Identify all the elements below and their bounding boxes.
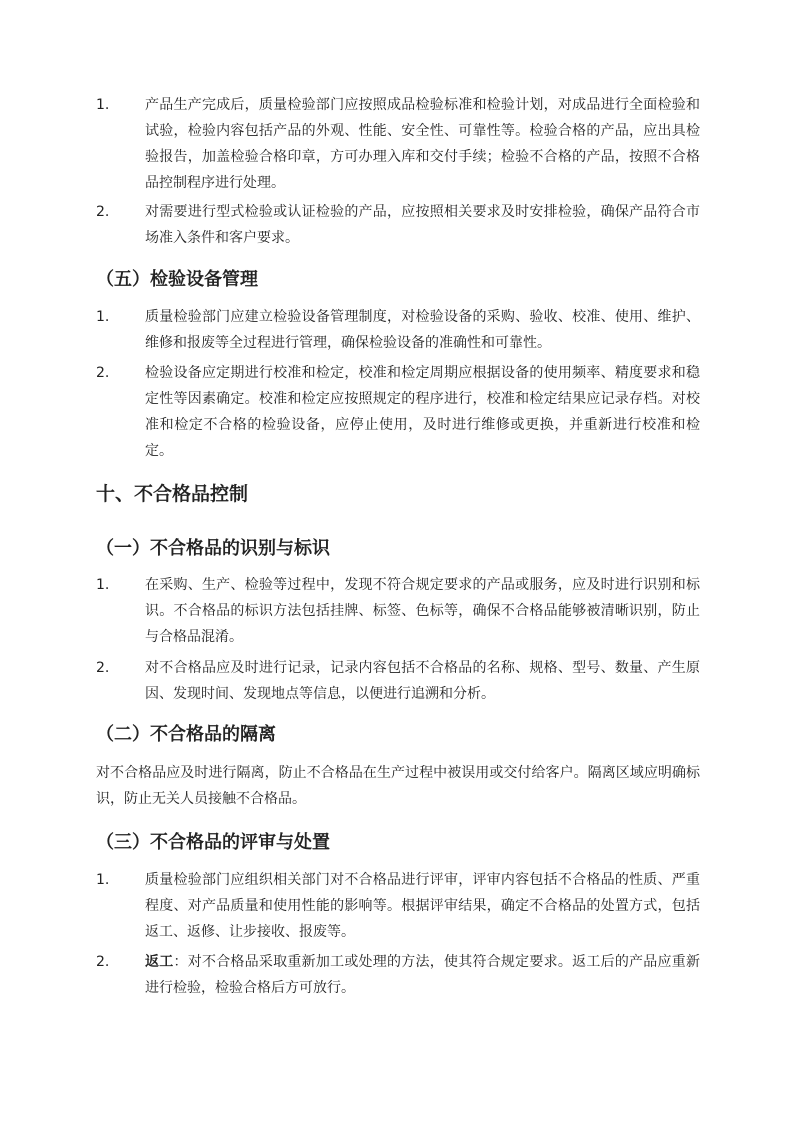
list-number: 2. [96, 660, 110, 676]
list-text: 检验设备应定期进行校准和检定，校准和检定周期应根据设备的使用频率、精度要求和稳定性等因素确定。校准和检定应按照规定的程序进行，校准和检定结果应记录存档。对校准和检定不合格的检验设备，应停止使用，及时进行维修或更换，并重新进行校准和检定。 [145, 365, 700, 459]
isolation-paragraph: 对不合格品应及时进行隔离，防止不合格品在生产过程中被误用或交付给客户。隔离区域应明确标识，防止无关人员接触不合格品。 [96, 765, 700, 807]
inspection-list [0, 92, 794, 251]
list-item [0, 572, 794, 655]
list-text: 对需要进行型式检验或认证检验的产品，应按照相关要求及时安排检验，确保产品符合市场准入条件和客户要求。 [145, 204, 700, 246]
review-list [0, 867, 794, 1001]
list-number: 2. [96, 365, 110, 381]
list-text: 质量检验部门应建立检验设备管理制度，对检验设备的采购、验收、校准、使用、维护、维修和报废等全过程进行管理，确保检验设备的准确性和可靠性。 [145, 309, 700, 351]
list-item [0, 655, 794, 707]
section-heading-review: （三）不合格品的评审与处置 [96, 832, 330, 853]
list-number: 1. [96, 577, 110, 593]
list-item [0, 360, 794, 464]
section-heading-isolation: （二）不合格品的隔离 [96, 724, 276, 745]
list-item [0, 867, 794, 949]
equipment-list [0, 304, 794, 464]
list-item [0, 92, 794, 199]
list-number: 2. [96, 954, 110, 970]
list-text: 在采购、生产、检验等过程中，发现不符合规定要求的产品或服务，应及时进行识别和标识。不合格品的标识方法包括挂牌、标签、色标等，确保不合格品能够被清晰识别，防止与合格品混淆。 [145, 577, 700, 645]
rework-term: 返工 [145, 954, 174, 970]
list-text: 质量检验部门应组织相关部门对不合格品进行评审，评审内容包括不合格品的性质、严重程度、对产品质量和使用性能的影响等。根据评审结果，确定不合格品的处置方式，包括返工、返修、让步接收、报废等。 [145, 872, 700, 940]
list-item [0, 199, 794, 251]
list-number: 1. [96, 97, 110, 113]
section-heading-equipment: （五）检验设备管理 [96, 269, 258, 290]
list-number: 2. [96, 204, 110, 220]
rework-definition: ：对不合格品采取重新加工或处理的方法，使其符合规定要求。返工后的产品应重新进行检验，检验合格后方可放行。 [145, 954, 701, 996]
list-text: 对不合格品应及时进行记录，记录内容包括不合格品的名称、规格、型号、数量、产生原因、发现时间、发现地点等信息，以便进行追溯和分析。 [145, 660, 700, 702]
list-text: 产品生产完成后，质量检验部门应按照成品检验标准和检验计划，对成品进行全面检验和试验，检验内容包括产品的外观、性能、安全性、可靠性等。检验合格的产品，应出具检验报告，加盖检验合格印章，方可办理入库和交付手续；检验不合格的产品，按照不合格品控制程序进行处理。 [145, 97, 700, 191]
list-item [0, 304, 794, 360]
list-item [0, 949, 794, 1001]
list-text [145, 949, 700, 1001]
section-heading-identification: （一）不合格品的识别与标识 [96, 538, 330, 559]
list-number: 1. [96, 309, 110, 325]
chapter-heading: 十、不合格品控制 [96, 483, 249, 505]
identification-list [0, 572, 794, 707]
list-number: 1. [96, 872, 110, 888]
